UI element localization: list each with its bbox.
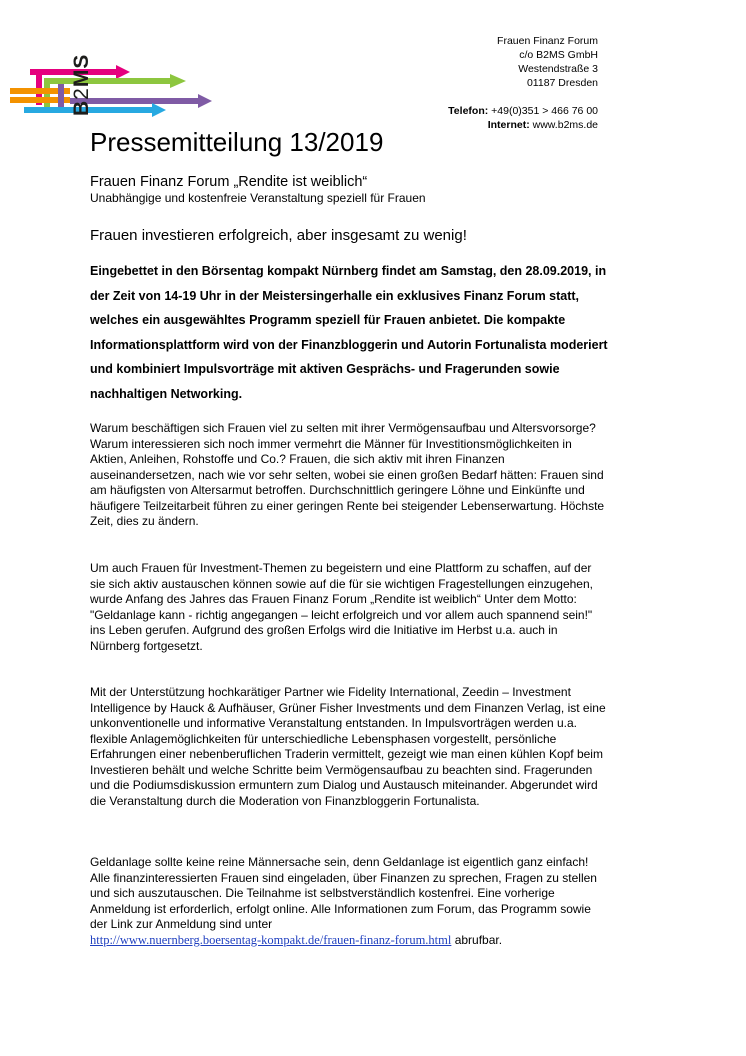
event-title: Frauen Finanz Forum „Rendite ist weiblich“	[90, 174, 368, 190]
address-line: c/o B2MS GmbH	[519, 49, 598, 61]
headline: Frauen investieren erfolgreich, aber insgesamt zu wenig!	[90, 227, 467, 244]
logo-arrow-green	[50, 78, 170, 84]
sender-address	[358, 34, 598, 132]
logo-arrowhead-blue	[152, 103, 166, 117]
logo-arrowhead-magenta	[116, 65, 130, 79]
lead-paragraph: Eingebettet in den Börsentag kompakt Nürnberg findet am Samstag, den 28.09.2019, in der Zeit von 14-19 Uhr in der Meistersingerhalle ein exklusives Finanz Forum statt, welches ein ausgewähltes Programm speziell für Frauen anbietet. Die kompakte Informationsplattform wird von der Finanzbloggerin und Autorin Fortunalista moderiert und kombiniert Impulsvorträge mit aktiven Gesprächs- und Fragerunden sowie nachhaltigen Networking.	[90, 264, 608, 401]
internet-line	[358, 118, 598, 132]
event-link[interactable]: http://www.nuernberg.boersentag-kompakt.de/frauen-finanz-forum.html	[90, 932, 452, 947]
logo-arrowhead-green	[170, 74, 186, 88]
event-subtitle: Unabhängige und kostenfreie Veranstaltung speziell für Frauen	[90, 191, 426, 205]
body-paragraph: Warum beschäftigen sich Frauen viel zu selten mit ihrer Vermögensaufbau und Altersvorsorge? Warum interessieren sich noch immer vermehrt die Männer für Investitionsmöglichkeiten in Aktien, Anleihen, Rohstoffe und Co.? Frauen, die sich aktiv mit ihren Finanzen auseinandersetzen, nach wie vor sehr selten, wobei sie einen großen Bedarf hätten: Frauen sind am häufigsten von Altersarmut betroffen. Durchschnittlich geringere Löhne und Einkünfte und häufigere Teilzeitarbeit führen zu einer geringen Rente bei steigender Lebenserwartung. Höchste Zeit, dies zu ändern.	[90, 421, 605, 528]
link-suffix: abrufbar.	[451, 932, 503, 947]
internet-address: www.b2ms.de	[532, 119, 598, 131]
internet-label: Internet:	[487, 119, 530, 131]
page-title: Pressemitteilung 13/2019	[90, 127, 384, 157]
logo-text: B2MS	[70, 53, 93, 116]
b2ms-logo-graphic	[10, 40, 220, 120]
body-paragraph-text: Geldanlage sollte keine reine Männersache sein, denn Geldanlage ist eigentlich ganz einfach! Alle finanzinteressierten Frauen sind eingeladen, über Finanzen zu sprechen, Fragen zu stellen und sich auszutauschen. Die Teilnahme ist selbstverständlich kostenfrei. Eine vorherige Anmeldung ist erforderlich, erfolgt online. Alle Informationen zum Forum, das Programm sowie der Link zur Anmeldung sind unter	[90, 855, 597, 931]
body-paragraph: Um auch Frauen für Investment-Themen zu begeistern und eine Plattform zu schaffen, auf der sie sich aktiv austauschen können sowie auf die für sie wichtigen Fragestellungen einzugehen, wurde Anfang des Jahres das Frauen Finanz Forum „Rendite ist weiblich“ Unter dem Motto: "Geldanlage kann - richtig angegangen – leicht erfolgreich und vor allem auch spannend sein!" ins Leben gerufen. Aufgrund des großen Erfolgs wird die Initiative im Herbst u.a. auch in Nürnberg fortgesetzt.	[90, 561, 593, 653]
address-line: Frauen Finanz Forum	[497, 35, 598, 47]
phone-line	[358, 104, 598, 118]
phone-number: +49(0)351 > 466 76 00	[491, 105, 598, 117]
address-line: Westendstraße 3	[518, 63, 598, 75]
address-line: 01187 Dresden	[526, 77, 598, 89]
body-paragraph: Mit der Unterstützung hochkarätiger Partner wie Fidelity International, Zeedin – Investment Intelligence by Hauck & Aufhäuser, Grüner Fisher Investments und dem Finanzen Verlag, ist eine unkonventionelle und informative Veranstaltung entstanden. In Impulsvorträgen werden u.a. flexible Anlagemöglichkeiten für unterschiedliche Lebensphasen vorgestellt, persönliche Erfahrungen einer nebenberuflichen Traderin vermittelt, gezeigt wie man einen kühlen Kopf beim Investieren behält und welche Schritte beim Vermögensaufbau zu beachten sind. Fragerunden und die Podiumsdiskussion ermuntern zum Dialog und Austausch miteinander. Abgerundet wird die Veranstaltung durch die Moderation von Finanzbloggerin Fortunalista.	[90, 685, 606, 808]
b2ms-logo	[10, 40, 220, 120]
body-paragraph-last	[90, 855, 610, 948]
logo-arrowhead-purple	[198, 94, 212, 108]
phone-label: Telefon:	[448, 105, 489, 117]
